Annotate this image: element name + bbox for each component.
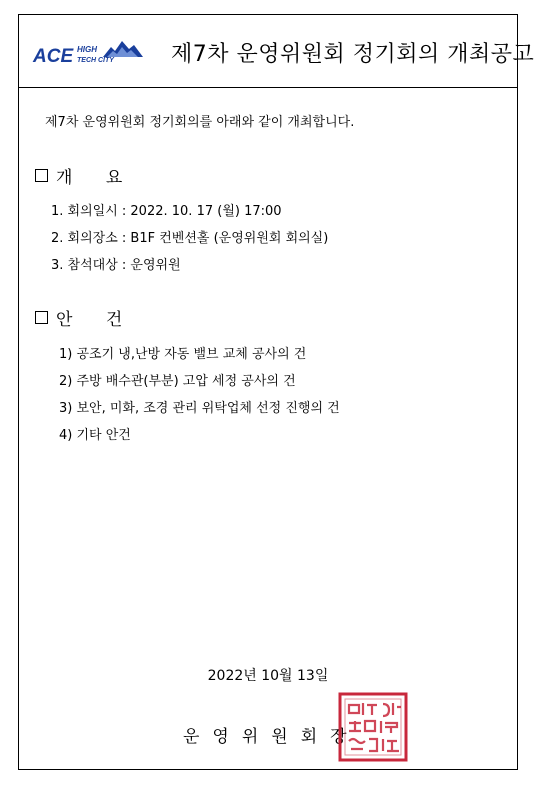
logo-sub-bottom-text: TECH CITY	[77, 57, 114, 64]
list-item: 4) 기타 안건	[59, 428, 131, 443]
agenda-heading	[35, 305, 136, 330]
list-item: 1. 회의일시 : 2022. 10. 17 (월) 17:00	[51, 204, 282, 219]
notice-frame	[18, 14, 535, 770]
official-seal-icon	[337, 691, 409, 763]
agenda-heading-label: 안 건	[56, 310, 137, 330]
notice-header	[19, 15, 535, 88]
agenda-list	[59, 341, 340, 449]
logo-sub-top-text: HIGH	[77, 45, 97, 54]
overview-heading-label: 개 요	[56, 168, 137, 188]
checkbox-square-icon	[35, 169, 48, 182]
ace-high-tech-city-logo	[31, 37, 147, 67]
checkbox-square-icon	[35, 311, 48, 324]
overview-heading	[35, 163, 136, 188]
intro-text: 제7차 운영위원회 정기회의를 아래와 같이 개최합니다.	[45, 115, 355, 130]
issuer-name: 운영위원회장	[183, 727, 360, 747]
notice-date: 2022년 10월 13일	[207, 668, 329, 684]
notice-title: 제7차 운영위원회 정기회의 개최공고	[171, 42, 535, 67]
logo-main-text: ACE	[33, 46, 74, 67]
list-item: 3) 보안, 미화, 조경 관리 위탁업체 선정 진행의 건	[59, 401, 340, 416]
list-item: 2. 회의장소 : B1F 컨벤션홀 (운영위원회 회의실)	[51, 231, 329, 246]
list-item: 1) 공조기 냉,난방 자동 밸브 교체 공사의 건	[59, 347, 307, 362]
list-item: 2) 주방 배수관(부분) 고압 세정 공사의 건	[59, 374, 296, 389]
list-item: 3. 참석대상 : 운영위원	[51, 258, 181, 273]
overview-list	[51, 198, 328, 279]
